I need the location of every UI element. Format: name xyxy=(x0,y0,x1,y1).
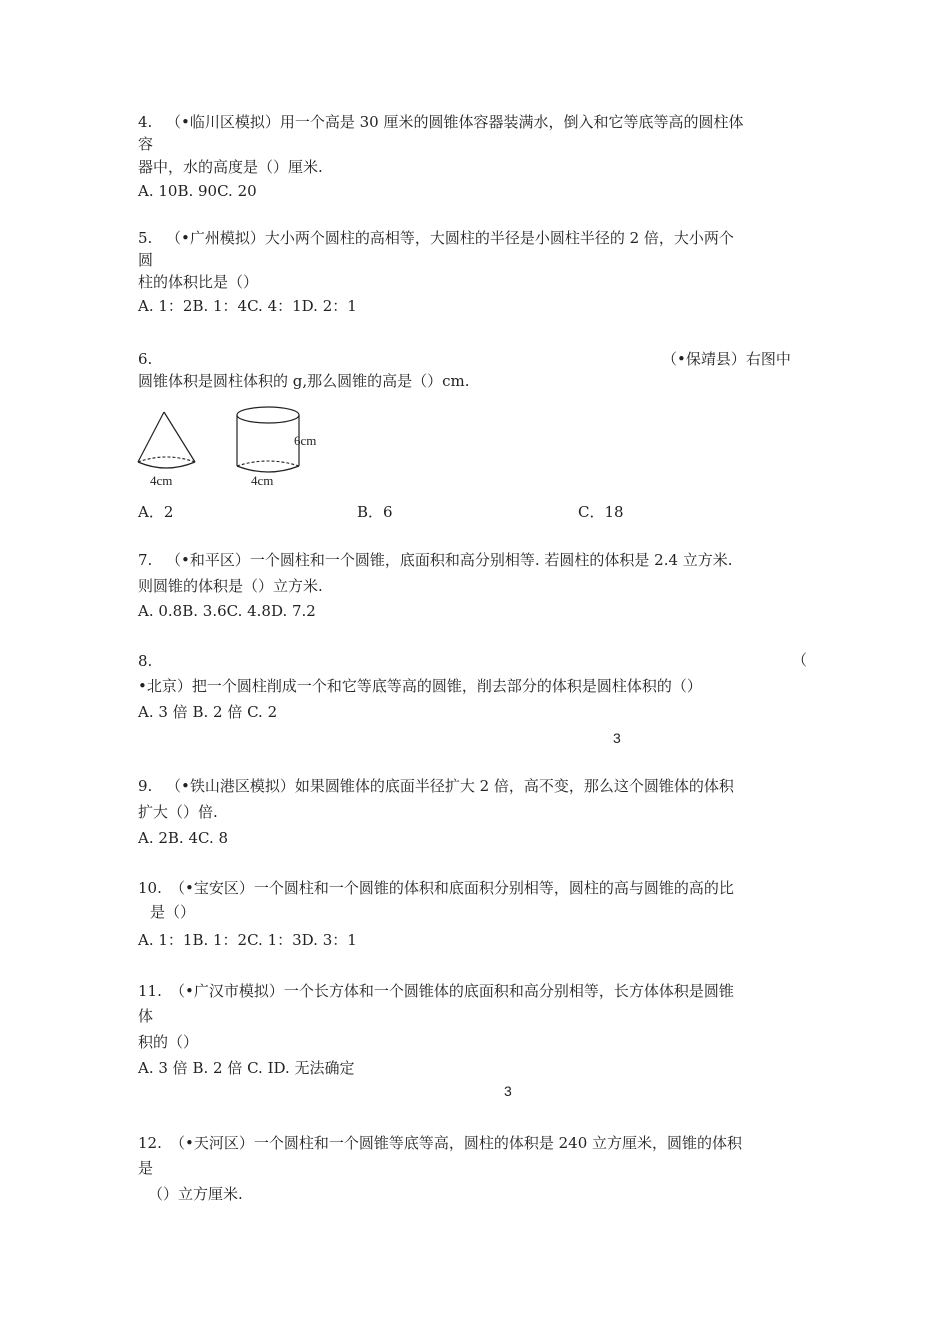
q12-number: 12. xyxy=(138,1134,162,1152)
q12-text-line2: （）立方厘米. xyxy=(148,1185,243,1203)
q5-options: A. 1：2B. 1：4C. 4：1D. 2：1 xyxy=(138,297,357,315)
cone-base-label: 4cm xyxy=(150,473,173,488)
q5-text-line2: 柱的体积比是（） xyxy=(138,273,259,291)
q10-text-line1: （•宝安区）一个圆柱和一个圆锥的体积和底面积分别相等，圆柱的高与圆锥的高的比 xyxy=(170,879,734,897)
q6-number: 6. xyxy=(138,350,153,368)
q9-text-line1: （•铁山港区模拟）如果圆锥体的底面半径扩大 2 倍，高不变，那么这个圆锥体的体积 xyxy=(166,777,734,795)
q10-number: 10. xyxy=(138,879,162,897)
q7-text-line1: （•和平区）一个圆柱和一个圆锥，底面积和高分别相等. 若圆柱的体积是 2.4 立方米. xyxy=(166,551,733,569)
q11-options: A. 3 倍 B. 2 倍 C. ⅠD. 无法确定 xyxy=(138,1059,355,1077)
q11-number: 11. xyxy=(138,982,162,1000)
q5-text-line1b: 圆 xyxy=(138,251,154,269)
q6-figure xyxy=(132,400,332,492)
q9-number: 9. xyxy=(138,777,153,795)
q8-fraction-denominator: 3 xyxy=(613,730,621,746)
q12-text-line1b: 是 xyxy=(138,1159,154,1177)
q4-number: 4. xyxy=(138,113,153,131)
q8-text-line2: •北京）把一个圆柱削成一个和它等底等高的圆锥，削去部分的体积是圆柱体积的（） xyxy=(138,677,702,695)
q5-number: 5. xyxy=(138,229,153,247)
q8-options: A. 3 倍 B. 2 倍 C. 2 xyxy=(138,703,278,721)
q11-text-line2: 积的（） xyxy=(138,1033,199,1051)
q10-text-line2: 是（） xyxy=(150,903,196,921)
q6-option-b: B．6 xyxy=(357,503,393,521)
q7-options: A. 0.8B. 3.6C. 4.8D. 7.2 xyxy=(138,602,316,620)
q4-options: A. 10B. 90C. 20 xyxy=(138,182,257,200)
q9-options: A. 2B. 4C. 8 xyxy=(138,829,229,847)
cylinder-figure xyxy=(237,407,316,488)
q4-text-line1: （•临川区模拟）用一个高是 30 厘米的圆锥体容器装满水，倒入和它等底等高的圆柱体 xyxy=(166,113,744,131)
q7-text-line2: 则圆锥的体积是（）立方米. xyxy=(138,577,323,595)
q7-number: 7. xyxy=(138,551,153,569)
cone-figure xyxy=(138,412,195,488)
q9-text-line2: 扩大（）倍. xyxy=(138,803,218,821)
q11-text-line1b: 体 xyxy=(138,1007,154,1025)
q8-number: 8. xyxy=(138,652,153,670)
q12-text-line1: （•天河区）一个圆柱和一个圆锥等底等高，圆柱的体积是 240 立方厘米，圆锥的体积 xyxy=(170,1134,743,1152)
q6-text-line2: 圆锥体积是圆柱体积的 g,那么圆锥的高是（）cm. xyxy=(138,372,470,390)
q8-text-line1: （ xyxy=(792,651,808,669)
q6-option-a: A．2 xyxy=(138,503,174,521)
q11-text-line1: （•广汉市模拟）一个长方体和一个圆锥体的底面积和高分别相等，长方体体积是圆锥 xyxy=(170,982,734,1000)
cylinder-height-label: 6cm xyxy=(294,433,317,448)
q11-fraction-denominator: 3 xyxy=(504,1083,512,1099)
q10-options: A. 1：1B. 1：2C. 1：3D. 3：1 xyxy=(138,931,357,949)
q5-text-line1: （•广州模拟）大小两个圆柱的高相等，大圆柱的半径是小圆柱半径的 2 倍，大小两个 xyxy=(166,229,734,247)
q4-text-line1b: 容 xyxy=(138,135,154,153)
q4-text-line2: 器中，水的高度是（）厘米. xyxy=(138,158,323,176)
cylinder-base-label: 4cm xyxy=(251,473,274,488)
q6-option-c: C．18 xyxy=(578,503,624,521)
q6-text-line1: （•保靖县）右图中 xyxy=(662,350,791,368)
